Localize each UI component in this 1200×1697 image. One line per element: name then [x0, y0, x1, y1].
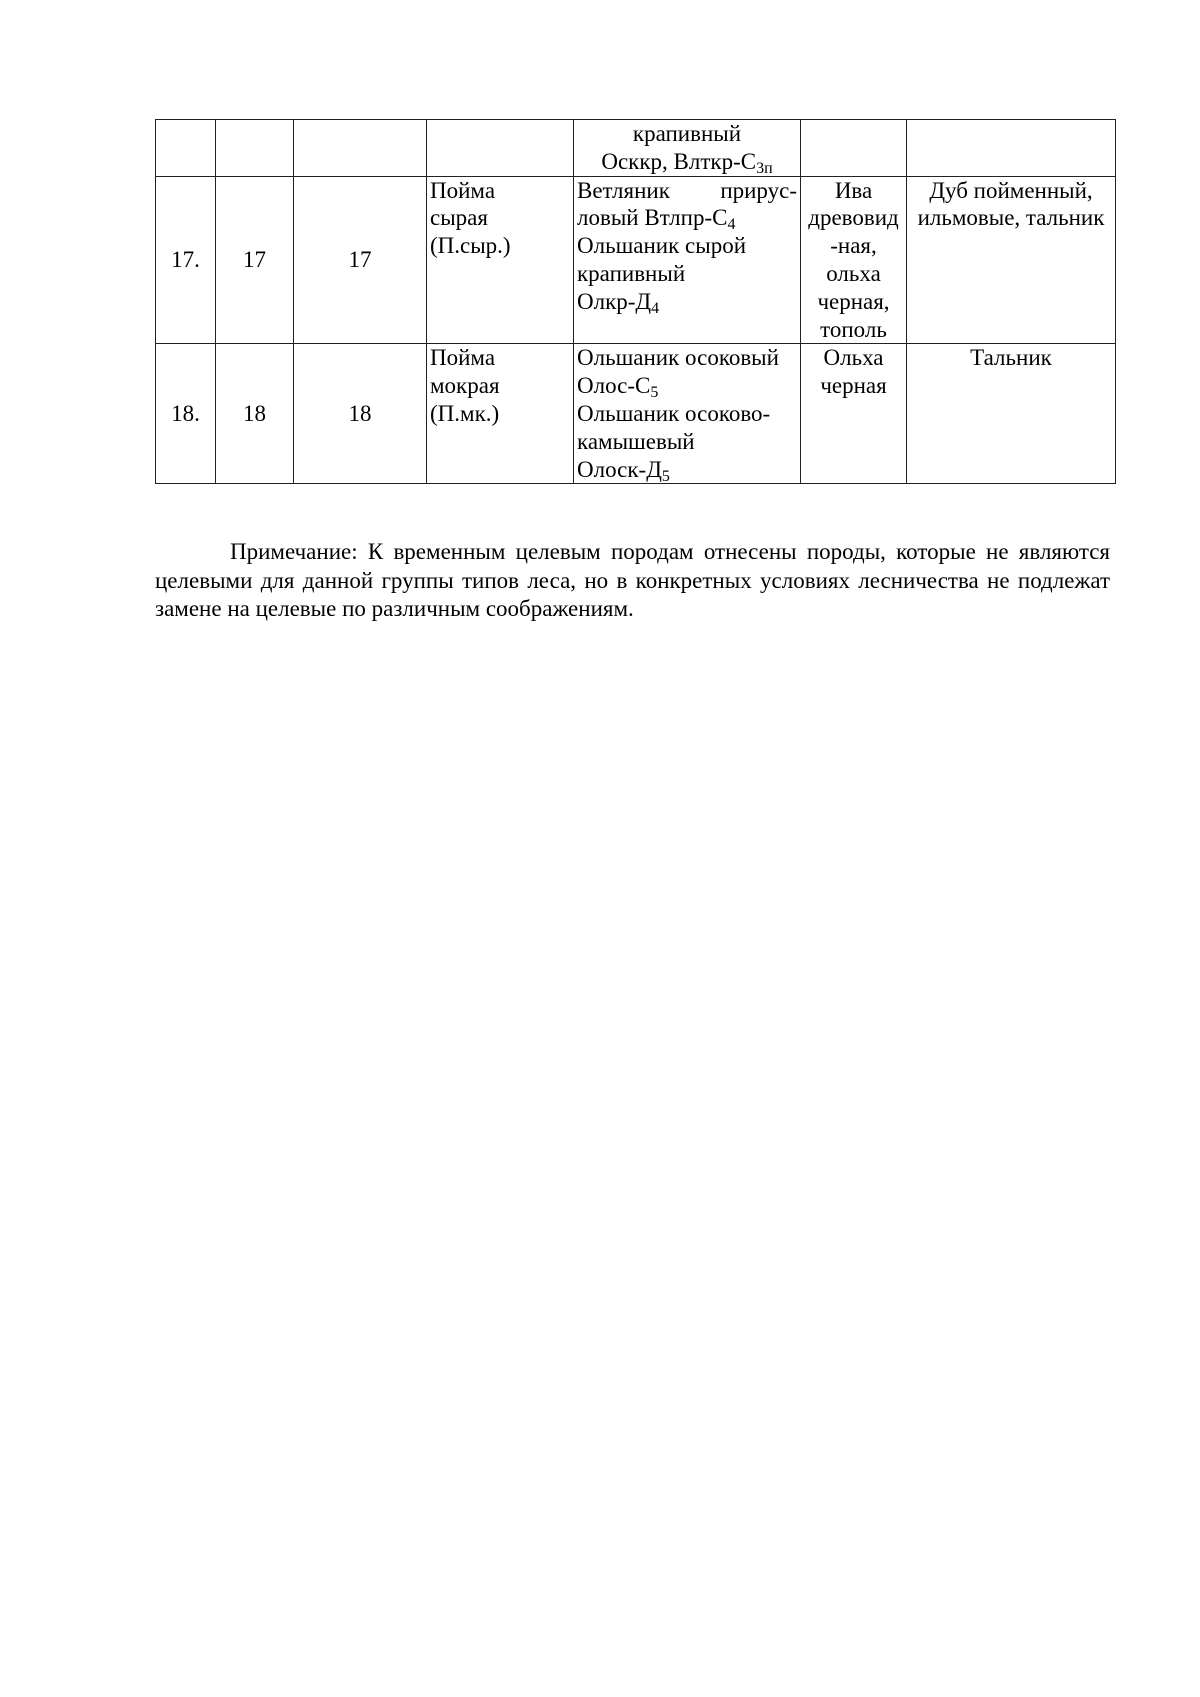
cell-target-species: Тальник: [907, 344, 1116, 484]
table-row-17: [156, 176, 1116, 344]
cell-temporary-species: Ольха черная: [801, 344, 907, 484]
cell-target-species: Дуб пойменный, ильмовые, тальник: [907, 176, 1116, 344]
cell-row-number: 18.: [156, 344, 216, 484]
cell-empty: [801, 120, 907, 177]
cell-col2: 17: [216, 176, 294, 344]
cell-forest-group: Пойма сырая (П.сыр.): [427, 176, 574, 344]
forest-types-table: [155, 119, 1116, 484]
cell-forest-types: крапивный Осккр, Влткр-$С_{3п}$: [574, 120, 801, 177]
cell-empty: [216, 120, 294, 177]
cell-col3: 18: [294, 344, 427, 484]
cell-empty: [156, 120, 216, 177]
cell-temporary-species: Ива древовид -ная, ольха черная, тополь: [801, 176, 907, 344]
cell-empty: [427, 120, 574, 177]
table-row-continuation: [156, 120, 1116, 177]
cell-col3: 17: [294, 176, 427, 344]
footnote-paragraph: Примечание: К временным целевым породам отнесены породы, которые не являются целевыми для данной группы типов леса, но в конкретных условиях лесничества не подлежат замене на целевые по различным соображениям.: [155, 539, 1110, 621]
cell-col2: 18: [216, 344, 294, 484]
cell-empty: [294, 120, 427, 177]
cell-forest-group: Пойма мокрая (П.мк.): [427, 344, 574, 484]
table-row-18: [156, 344, 1116, 484]
cell-forest-types: Ветляник прирус- ловый Втлпр-$С_4$ Ольшаник сырой крапивный Олкр-$Д_4$: [574, 176, 801, 344]
cell-row-number: 17.: [156, 176, 216, 344]
cell-forest-types: Ольшаник осоковый Олос-$С_5$ Ольшаник осоково- камышевый Олоск-$Д_5$: [574, 344, 801, 484]
cell-empty: [907, 120, 1116, 177]
